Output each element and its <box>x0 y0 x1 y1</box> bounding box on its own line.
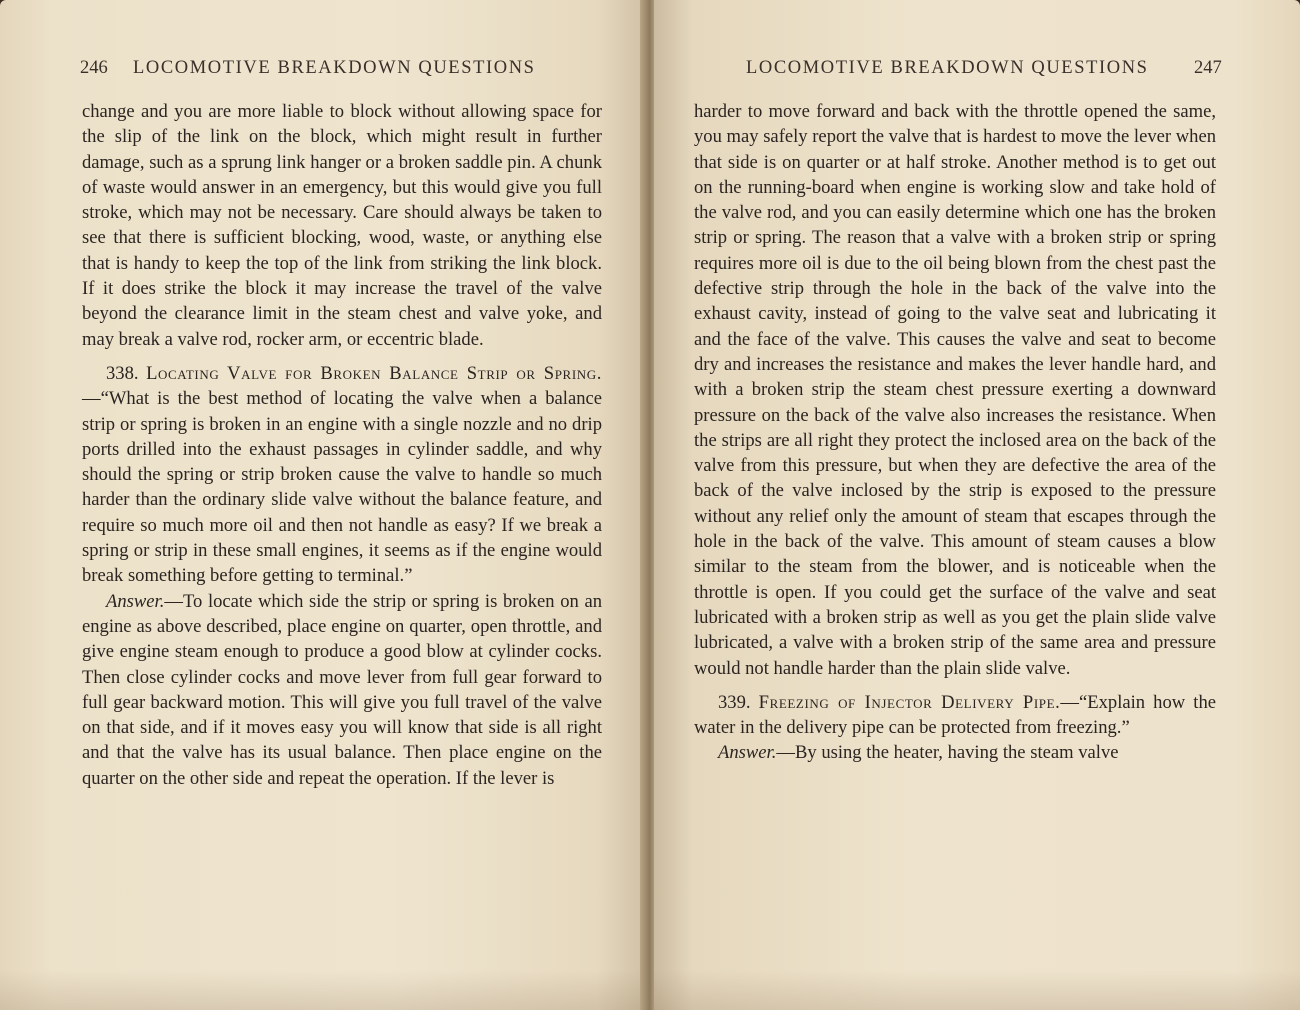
question-text: —“What is the best method of locating the valve when a balance strip or spring is broken in an engine with a single nozzle and no drip ports drilled into the exhaust passages in cylinder saddle, and why should the spring or strip broken cause the valve to handle so much harder than the ordinary slide valve without the balance feature, and require so much more oil and then not handle as easy? If we break a spring or strip in these small engines, it seems as if the engine would break something before getting to terminal.” <box>82 388 602 587</box>
question-paragraph <box>694 690 1216 741</box>
answer-label: Answer. <box>106 590 165 612</box>
question-number: 338. <box>106 362 139 384</box>
page-edge-shading <box>654 970 1300 1010</box>
question-heading: Locating Valve for Broken Balance Strip or Spring. <box>146 362 602 384</box>
page-number: 247 <box>1194 58 1222 78</box>
answer-text: —By using the heater, having the steam valve <box>776 742 1119 764</box>
page-body <box>694 99 1216 766</box>
left-page <box>0 0 648 1010</box>
right-page <box>654 0 1300 1010</box>
answer-paragraph <box>694 740 1216 765</box>
answer-paragraph <box>82 589 602 791</box>
running-head: LOCOMOTIVE BREAKDOWN QUESTIONS <box>133 58 536 78</box>
answer-text: —To locate which side the strip or spring is broken on an engine as above described, place engine on quarter, open throttle, and give engine steam enough to produce a good blow at cylinder cocks. Then close cylinder cocks and move lever from full gear forward to full gear backward motion. This will give you full travel of the valve on that side, and if it moves easy you will know that side is all right and that the valve has its usual balance. Then place engine on the quarter on the other side and repeat the operation. If the lever is <box>82 590 602 789</box>
question-number: 339. <box>718 691 751 713</box>
question-heading: Freezing of Injector Delivery Pipe. <box>758 691 1061 713</box>
page-edge-shading <box>0 970 648 1010</box>
answer-label: Answer. <box>718 742 777 764</box>
question-paragraph <box>82 361 602 589</box>
paragraph: harder to move forward and back with the throttle opened the same, you may safely report the valve that is hardest to move the lever when that side is on quarter or at half stroke. Another method is to get out on the running-board when engine is working slow and take hold of the valve rod, and you can easily determine which one has the broken strip or spring. The reason that a valve with a broken strip or spring requires more oil is due to the oil being blown from the chest past the defective strip through the hole in the back of the valve into the exhaust cavity, instead of going to the valve seat and lubricating it and the face of the valve. This causes the valve and seat to become dry and increases the resistance and makes the lever handle hard, and with a broken strip the steam chest pressure exerting a downward pressure on the back of the valve also increases the resistance. When the strips are all right they protect the inclosed area on the back of the valve from this pressure, but when they are defective the area of the back of the valve inclosed by the strip is exposed to the pressure without any relief only the amount of steam that escapes through the hole in the back of the valve. This amount of steam causes a blow similar to the steam from the blower, and is noticeable when the throttle is open. If you could get the surface of the valve and seat lubricated with a broken strip as well as you get the plain slide valve lubricated, a valve with a broken strip of the same area and pressure would not handle harder than the plain slide valve. <box>694 101 1217 679</box>
running-head: LOCOMOTIVE BREAKDOWN QUESTIONS <box>746 58 1149 78</box>
paragraph: change and you are more liable to block without allowing space for the slip of the link on the block, which might result in further damage, such as a sprung link hanger or a broken saddle pin. A chunk of waste would answer in an emergency, but this would give you full stroke, which may not be necessary. Care should always be taken to see that there is sufficient blocking, wood, waste, or anything else that is handy to keep the top of the link from striking the link block. If it does strike the block it may increase the travel of the valve beyond the clearance limit in the steam chest and valve yoke, and may break a valve rod, rocker arm, or eccentric blade. <box>82 101 602 350</box>
question-text: —“Explain how the water in the delivery pipe can be protected from freezing.” <box>694 691 1216 739</box>
page-number: 246 <box>80 58 108 78</box>
page-body <box>82 99 602 791</box>
